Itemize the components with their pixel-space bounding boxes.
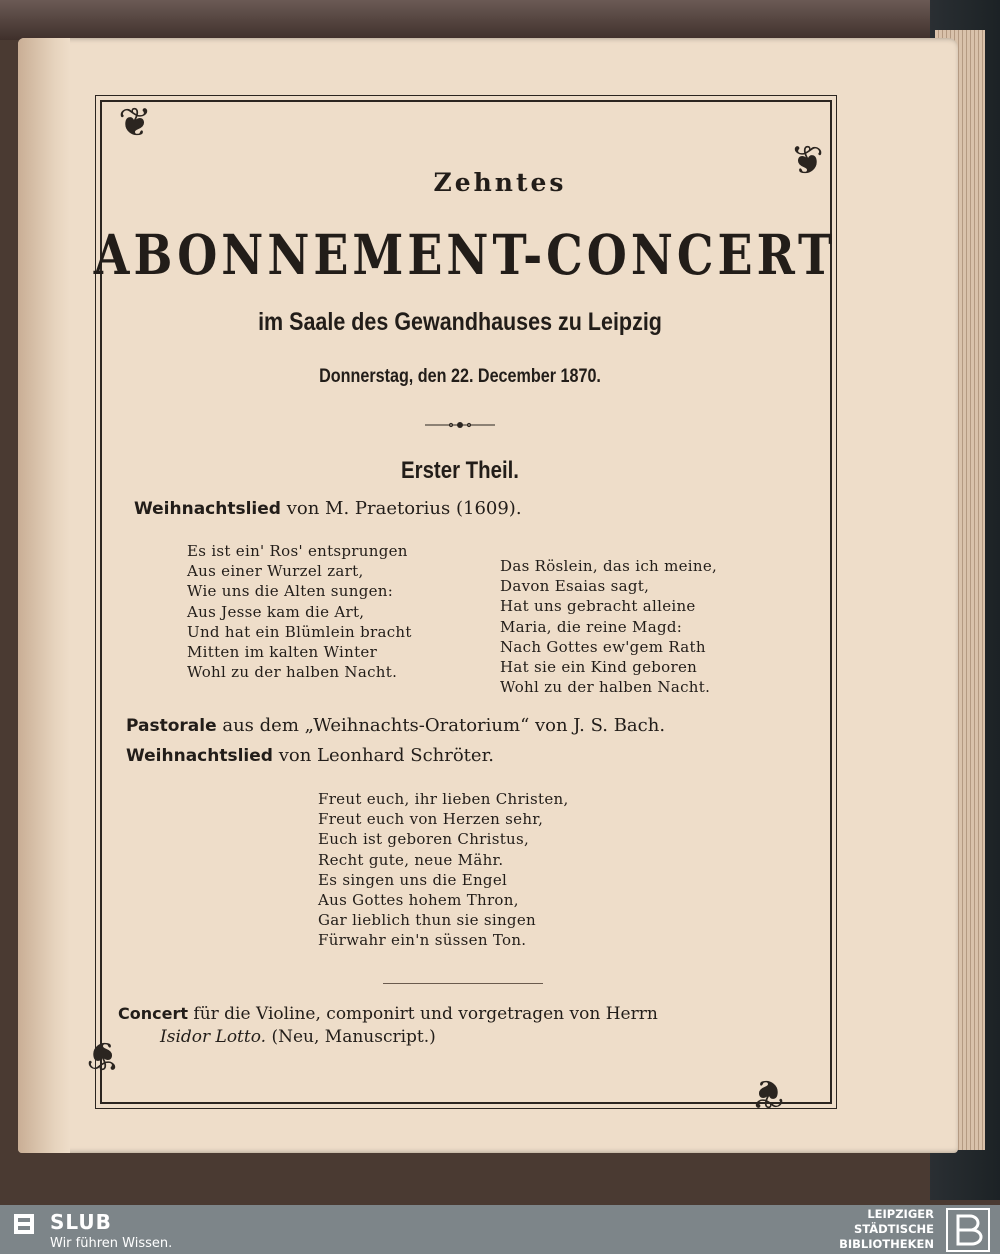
verse-stanza-second [318, 789, 569, 951]
piece-heading-1 [134, 498, 522, 519]
piece-heading-2 [126, 715, 665, 736]
verse-line: Hat sie ein Kind geboren [500, 658, 698, 677]
verse-line: Maria, die reine Magd: [500, 617, 683, 636]
library-name-line: LEIPZIGER [867, 1207, 934, 1221]
concert-line-1 [118, 1002, 768, 1026]
concert-note: (Neu, Manuscript.) [271, 1027, 436, 1047]
slub-logo-icon[interactable] [12, 1212, 36, 1236]
verse-line: Gar lieblich thun sie singen [318, 911, 536, 930]
section-divider [383, 983, 543, 984]
verse-line: Das Röslein, das ich meine, [500, 557, 718, 575]
piece-title: Weihnachtslied [134, 499, 281, 519]
library-name[interactable] [839, 1207, 934, 1252]
concert-title: Concert [118, 1004, 188, 1023]
concert-entry [118, 1002, 768, 1049]
verse-line: Und hat ein Blümlein bracht [187, 622, 412, 641]
piece-credit: von M. Praetorius (1609). [286, 498, 522, 519]
verse-line: Nach Gottes ew'gem Rath [500, 637, 706, 656]
piece-title: Pastorale [126, 716, 217, 736]
verse-line: Aus einer Wurzel zart, [187, 562, 364, 581]
date-line: Donnerstag, den 22. December 1870. [319, 366, 601, 387]
concert-description: für die Violine, componirt und vorgetragen von Herrn [193, 1004, 658, 1024]
verse-line: Hat uns gebracht alleine [500, 597, 696, 616]
verse-stanza-left [187, 541, 412, 682]
library-name-line: BIBLIOTHEKEN [839, 1237, 934, 1251]
verse-line: Aus Gottes hohem Thron, [318, 891, 519, 910]
divider-ornament-icon [425, 420, 495, 430]
verse-line: Es ist ein' Ros' entsprungen [187, 542, 408, 560]
slub-name[interactable]: SLUB [50, 1210, 112, 1234]
corner-ornament-bottom-right-icon: ❦ [751, 1070, 785, 1116]
background-top [0, 0, 1000, 40]
venue-line: im Saale des Gewandhauses zu Leipzig [258, 308, 662, 336]
verse-line: Freut euch von Herzen sehr, [318, 810, 544, 829]
verse-line: Freut euch, ihr lieben Christen, [318, 790, 569, 808]
performer-name: Isidor Lotto. [160, 1027, 267, 1047]
page-gutter [18, 38, 70, 1153]
piece-credit: von Leonhard Schröter. [278, 745, 494, 766]
corner-ornament-top-left-icon: ❦ [118, 100, 152, 146]
verse-line: Mitten im kalten Winter [187, 643, 378, 662]
corner-ornament-bottom-left-icon: ❦ [86, 1032, 120, 1078]
section-heading: Erster Theil. [401, 457, 519, 484]
verse-line: Davon Esaias sagt, [500, 577, 650, 596]
piece-heading-3 [126, 745, 494, 766]
verse-line: Wohl zu der halben Nacht. [500, 678, 711, 697]
library-name-line: STÄDTISCHE [853, 1222, 934, 1236]
piece-title: Weihnachtslied [126, 746, 273, 766]
verse-line: Euch ist geboren Christus, [318, 830, 530, 849]
verse-line: Es singen uns die Engel [318, 870, 508, 889]
verse-line: Wie uns die Alten sungen: [187, 582, 394, 601]
verse-stanza-right [500, 556, 717, 697]
piece-credit: aus dem „Weihnachts-Oratorium“ von J. S. Bach. [222, 715, 666, 736]
verse-line: Recht gute, neue Mähr. [318, 850, 504, 869]
verse-line: Aus Jesse kam die Art, [187, 602, 365, 621]
title-ordinal: Zehntes [433, 168, 567, 197]
slub-tagline: Wir führen Wissen. [50, 1236, 173, 1251]
verse-line: Fürwahr ein'n süssen Ton. [318, 931, 527, 950]
concert-line-2 [118, 1026, 768, 1049]
corner-ornament-top-right-icon: ❦ [790, 138, 824, 184]
page-title: ABONNEMENT-CONCERT [93, 222, 837, 288]
library-logo-icon[interactable] [946, 1208, 990, 1252]
verse-line: Wohl zu der halben Nacht. [187, 663, 398, 682]
